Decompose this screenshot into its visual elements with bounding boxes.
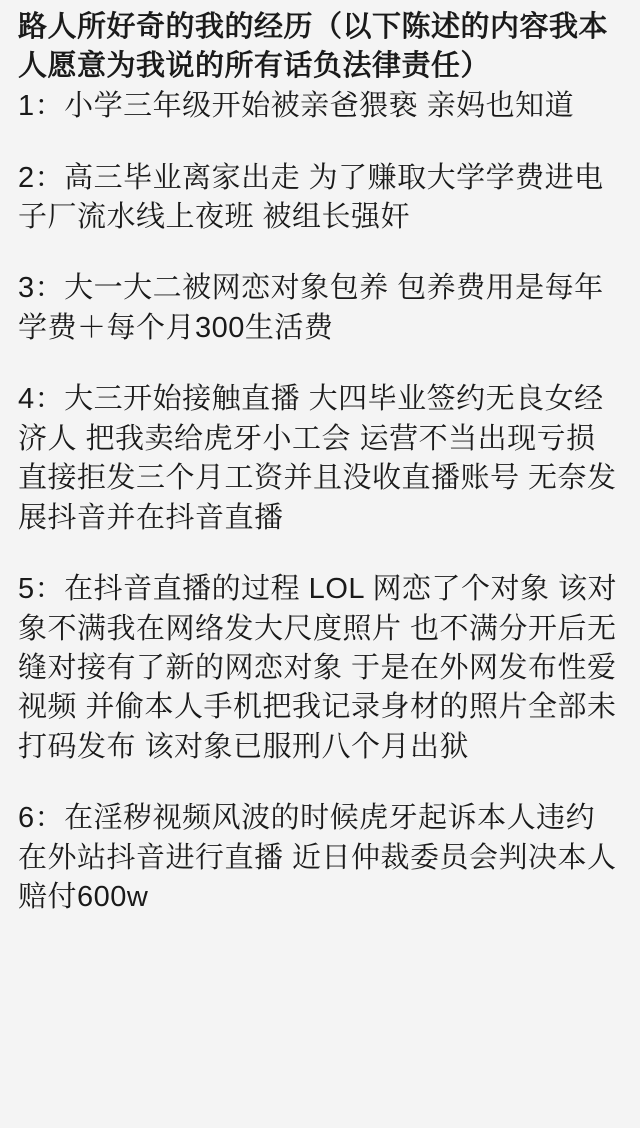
page-title: 路人所好奇的我的经历（以下陈述的内容我本人愿意为我说的所有话负法律责任） [18, 11, 609, 82]
paragraph-3: 3：大一大二被网恋对象包养 包养费用是每年学费＋每个月300生活费 [18, 272, 604, 344]
paragraph-1: 1：小学三年级开始被亲爸猥亵 亲妈也知道 [18, 90, 575, 123]
paragraph-4: 4：大三开始接触直播 大四毕业签约无良女经济人 把我卖给虎牙小工会 运营不当出现亏损 直接拒发三个月工资并且没收直播账号 无奈发展抖音并在抖音直播 [18, 383, 617, 534]
paragraph-spacer [18, 767, 624, 799]
paragraph-2: 2：高三毕业离家出走 为了赚取大学学费进电子厂流水线上夜班 被组长强奸 [18, 161, 604, 233]
paragraph-5: 5：在抖音直播的过程 LOL 网恋了个对象 该对象不满我在网络发大尺度照片 也不满分开后无缝对接有了新的网恋对象 于是在外网发布性爱视频 并偷本人手机把我记录身材的照片全部未打码发布 该对象已服刑八个月出狱 [18, 573, 618, 763]
paragraph-spacer [18, 237, 624, 269]
paragraph-spacer [18, 538, 624, 570]
paragraph-spacer [18, 348, 624, 380]
paragraph-spacer [18, 127, 624, 159]
paragraph-6: 6：在淫秽视频风波的时候虎牙起诉本人违约 在外站抖音进行直播 近日仲裁委员会判决本人赔付600w [18, 802, 617, 914]
